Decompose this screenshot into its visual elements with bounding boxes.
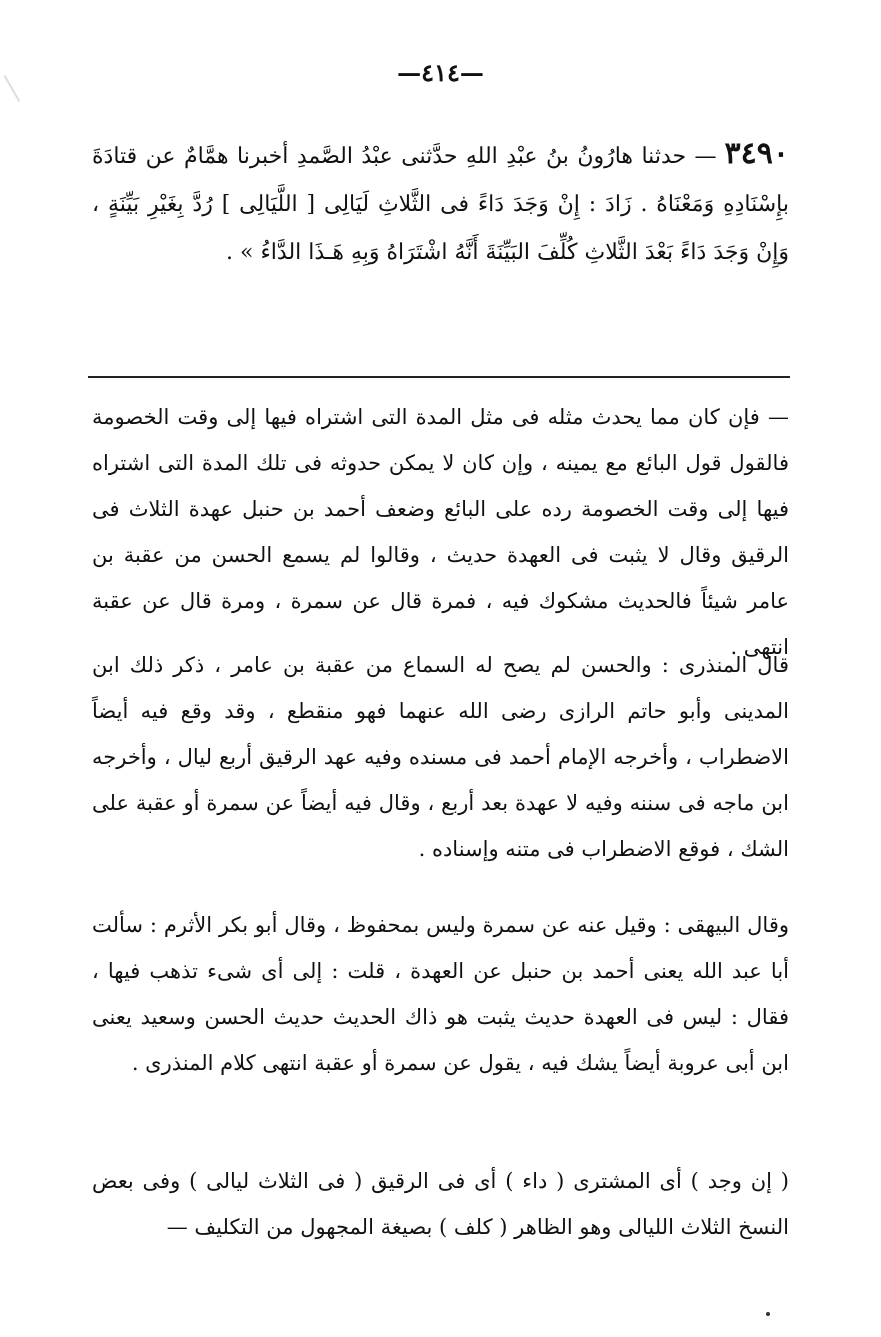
scan-speck xyxy=(766,1312,770,1316)
page-number: —٤١٤— xyxy=(397,58,484,87)
hadith-number: ٣٤٩٠ xyxy=(724,136,789,171)
commentary-paragraph-2: قال المنذرى : والحسن لم يصح له السماع من عقبة بن عامر ، ذكر ذلك ابن المدينى وأبو حاتم الرازى رضى الله عنهما فهو منقطع ، وقد وقع فيه أيضاً الاضطراب ، وأخرجه الإمام أحمد فى مسنده وفيه عهد الرقيق أربع ليال ، وأخرجه ابن ماجه فى سننه وفيه لا عهدة بعد أربع ، وقال فيه أيضاً عن سمرة أو عقبة على الشك ، فوقع الاضطراب فى متنه وإسناده . xyxy=(92,653,789,861)
hadith-body: — حدثنا هارُونُ بنُ عبْدِ اللهِ حدَّثنى عبْدُ الصَّمدِ أخبرنا همَّامٌ عن قتادَةَ بإِسْنَادِهِ وَمَعْنَاهُ . زَادَ : إِنْ وَجَدَ دَاءً فى الثَّلاثِ لَيَالِى [ اللَّيَالِى ] رُدَّ بِغَيْرِ بَيِّنَةٍ ، وَإِنْ وَجَدَ دَاءً بَعْدَ الثَّلاثِ كُلِّفَ البَيِّنَةَ أَنَّهُ اشْتَرَاهُ وَبِهِ هَـذَا الدَّاءُ » . xyxy=(92,144,789,265)
commentary-paragraph-3: وقال البيهقى : وقيل عنه عن سمرة وليس بمحفوظ ، وقال أبو بكر الأثرم : سألت أبا عبد الله يعنى أحمد بن حنبل عن العهدة ، قلت : إلى أى شىء تذهب فيها ، فقال : ليس فى العهدة حديث يثبت هو ذاك الحديث حديث الحسن وسعيد يعنى ابن أبى عروبة أيضاً يشك فيه ، يقول عن سمرة أو عقبة انتهى كلام المنذرى . xyxy=(92,913,789,1075)
commentary-paragraph-1: — فإن كان مما يحدث مثله فى مثل المدة التى اشتراه فيها إلى وقت الخصومة فالقول قول البائع مع يمينه ، وإن كان لا يمكن حدوثه فى تلك المدة التى اشتراه فيها إلى وقت الخصومة رده على البائع وضعف أحمد بن حنبل عهدة الثلاث فى الرقيق وقال لا يثبت فى العهدة حديث ، وقالوا لم يسمع الحسن من عقبة بن عامر شيئاً فالحديث مشكوك فيه ، فمرة قال عن سمرة ، ومرة قال عن عقبة انتهى . xyxy=(92,405,789,659)
commentary-paragraph-4: ( إن وجد ) أى المشترى ( داء ) أى فى الرقيق ( فى الثلاث ليالى ) وفى بعض النسخ الثلاث الليالى وهو الظاهر ( كلف ) بصيغة المجهول من التكليف — xyxy=(92,1169,789,1239)
separator-rule xyxy=(88,376,790,378)
hadith-text-block xyxy=(92,130,789,277)
